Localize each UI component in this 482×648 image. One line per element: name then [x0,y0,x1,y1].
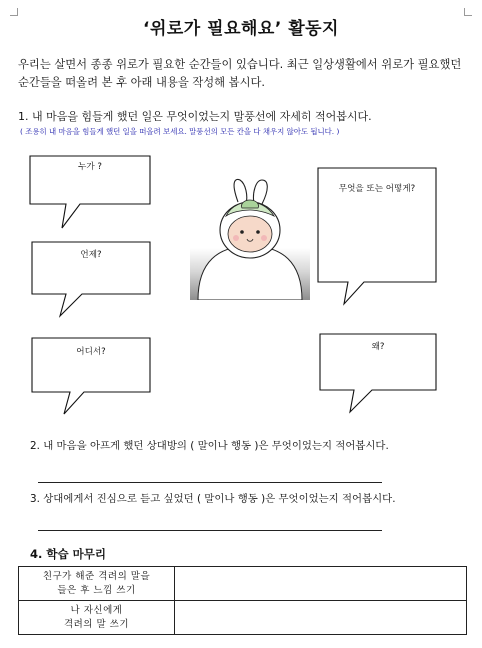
row-label-line: 나 자신에게 [70,604,123,616]
question-2: 2. 내 마음을 아프게 했던 상대방의 ( 말이나 행동 )은 무엇이었는지 적어봅시다. [30,440,389,452]
bubble-label-when: 언제? [80,250,102,260]
table-row [19,567,467,601]
answer-cell-feeling[interactable] [175,567,467,601]
row-label-line: 친구가 해준 격려의 말을 [42,570,151,582]
question-1-note: ( 조용히 내 마음을 힘들게 했던 일을 떠올려 보세요. 말풍선의 모든 칸을 다 채우지 않아도 됩니다. ) [20,127,340,136]
row-label-line: 격려의 말 쓰기 [63,618,130,630]
answer-line-2[interactable] [38,482,382,483]
row-label-cell [19,567,175,601]
row-label-line: 들은 후 느낌 쓰기 [57,584,136,596]
answer-cell-self-encouragement[interactable] [175,601,467,635]
bubble-label-what-how: 무엇을 또는 어떻게? [338,184,416,194]
intro-text: 우리는 살면서 종종 위로가 필요한 순간들이 있습니다. 최근 일상생활에서 위로가 필요했던 순간들을 떠올려 본 후 아래 내용을 작성해 봅시다. [18,58,462,89]
page-title: ‘위로가 필요해요’ 활동지 [143,19,339,39]
bubble-label-where: 어디서? [76,347,106,357]
section-4-title: 4. 학습 마무리 [30,547,106,561]
question-3: 3. 상대에게서 진심으로 듣고 싶었던 ( 말이나 행동 )은 무엇이었는지 적어봅시다. [30,493,396,505]
wrap-up-table [18,566,467,635]
row-label-cell [19,601,175,635]
bubble-label-why: 왜? [371,342,385,352]
bubble-label-who: 누가 ? [78,162,102,172]
bunny-character-illustration [190,178,310,300]
table-row [19,601,467,635]
question-1: 1. 내 마음을 힘들게 했던 일은 무엇이었는지 말풍선에 자세히 적어봅시다. [18,110,372,123]
answer-line-3[interactable] [38,530,382,531]
